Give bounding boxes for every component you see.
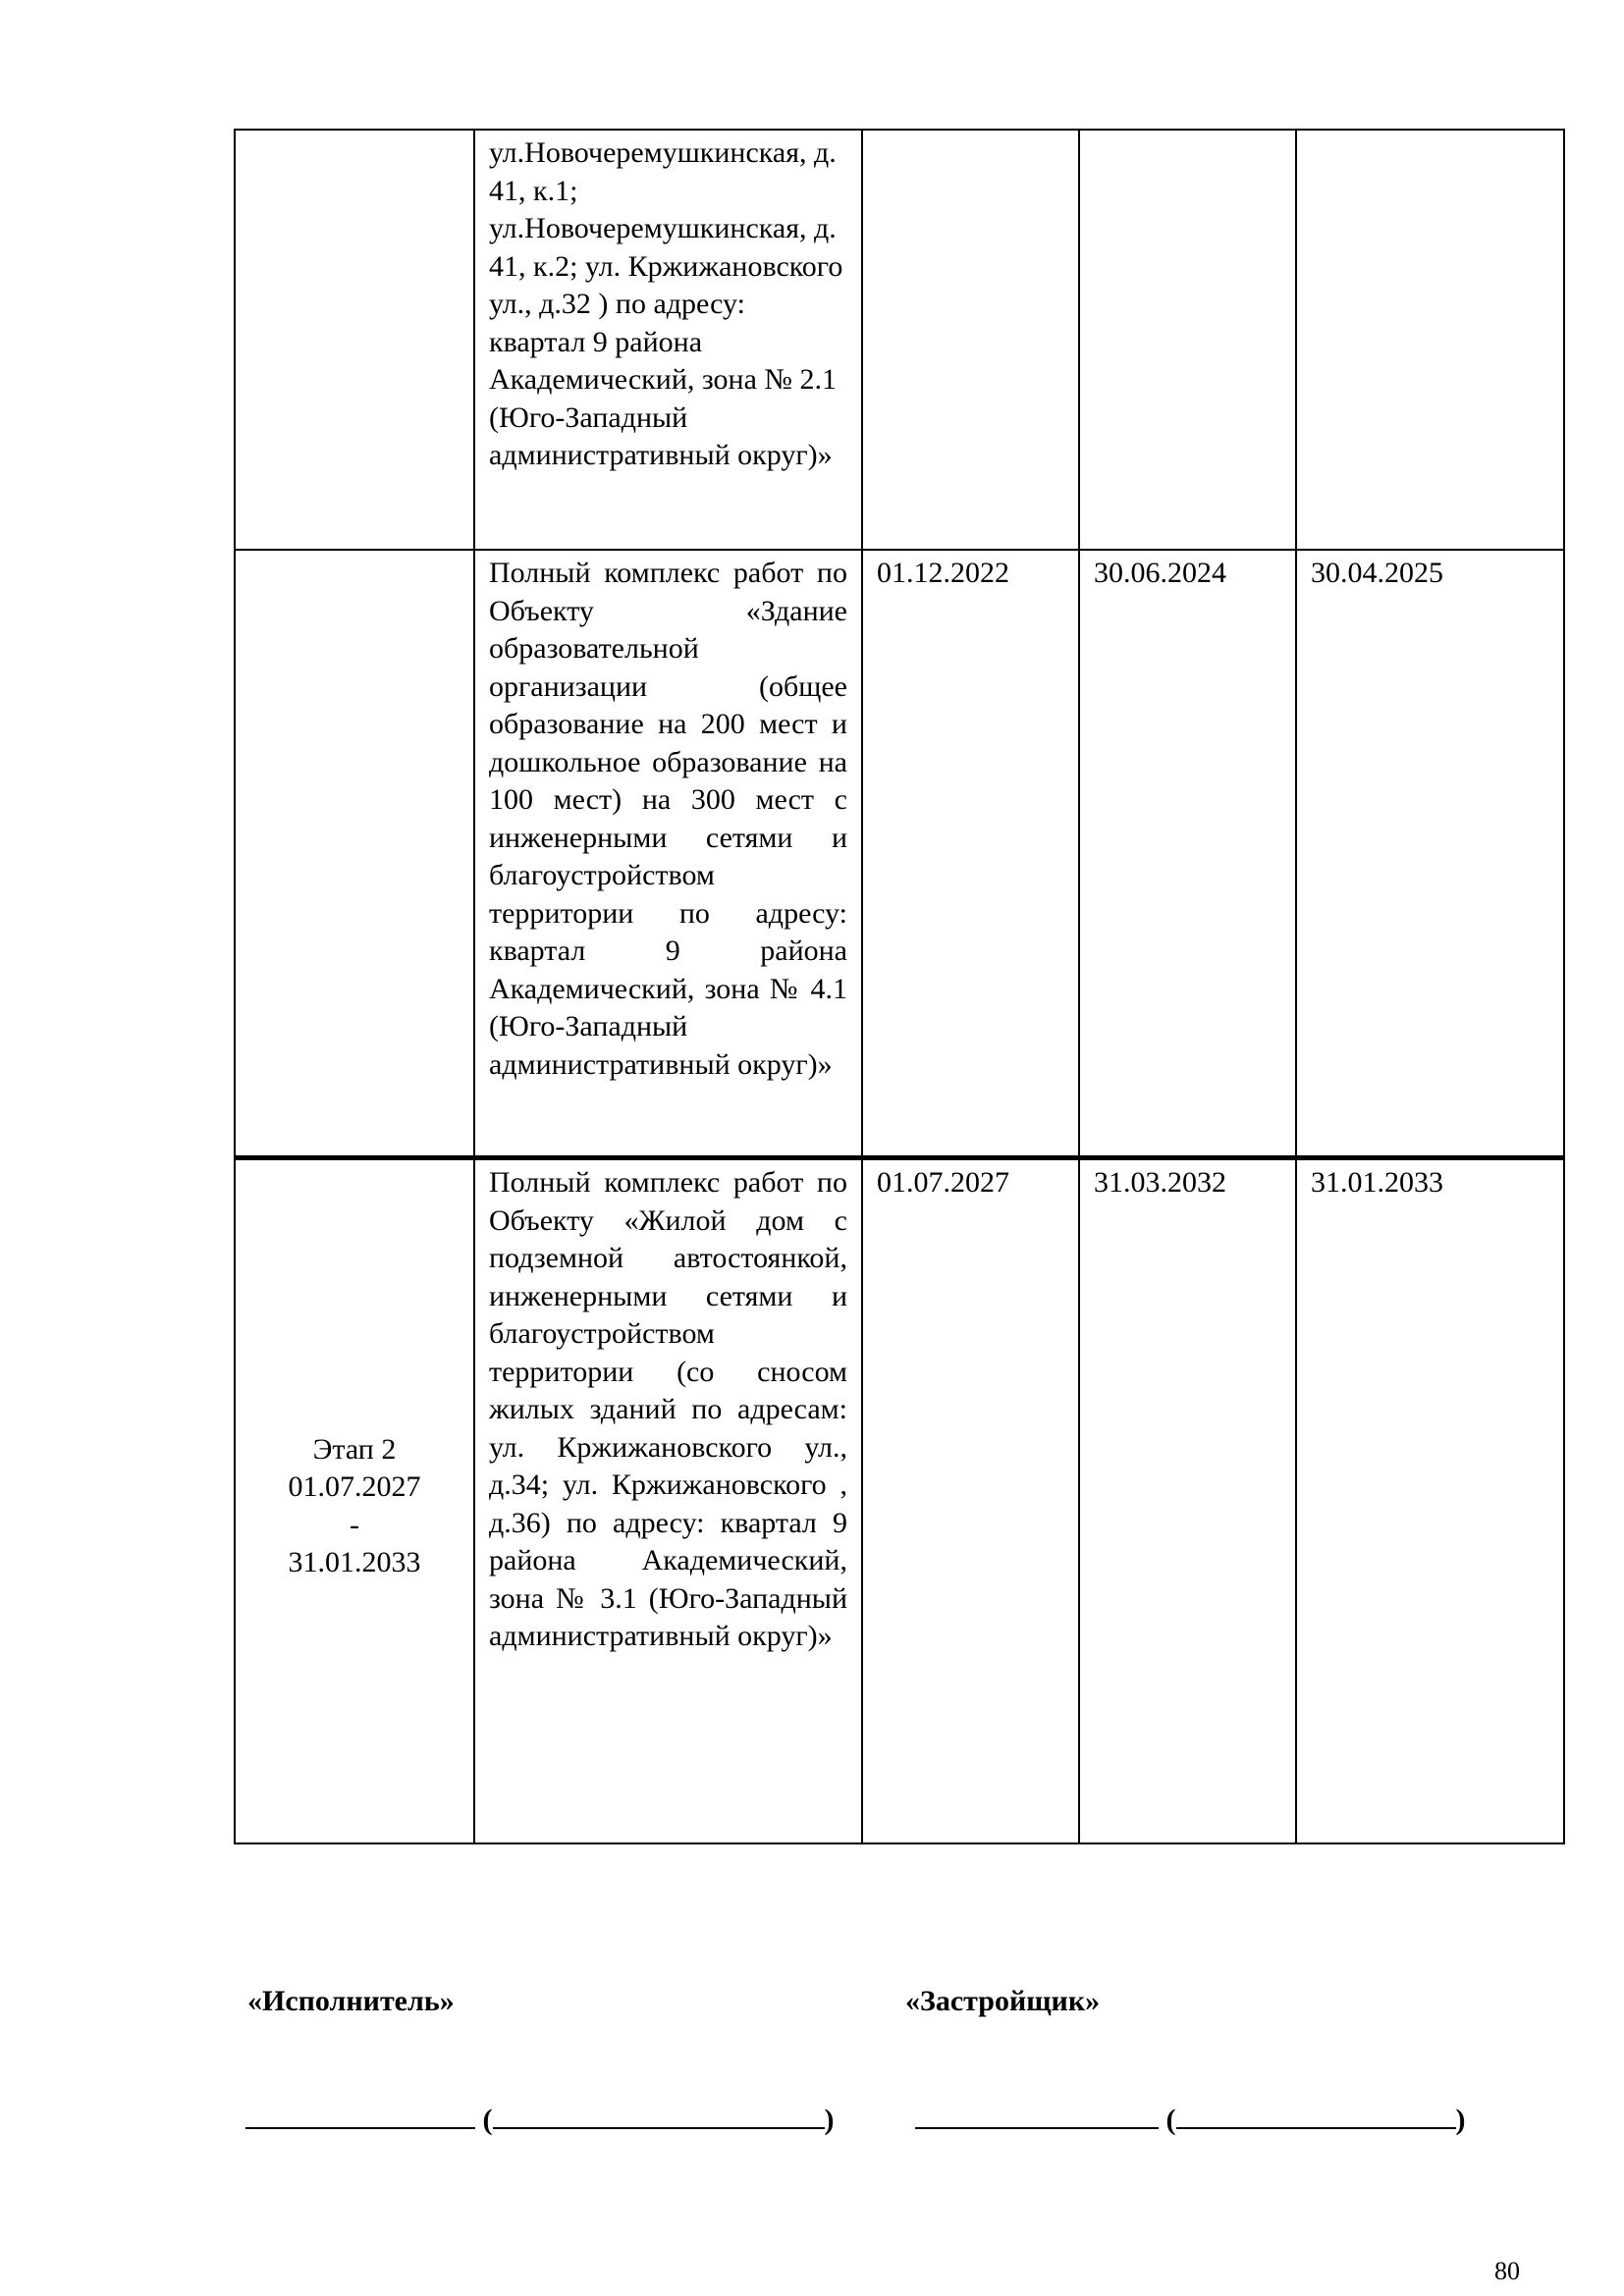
stage-cell: [235, 130, 474, 550]
signature-blank: [915, 2098, 1159, 2129]
table-row: [235, 550, 1564, 1158]
name-blank: [493, 2098, 825, 2129]
stage-cell: [235, 1158, 474, 1844]
stage-title: Этап 2: [312, 1432, 397, 1466]
end-date-cell: [1296, 550, 1564, 1158]
end-date-cell: [1296, 1158, 1564, 1844]
page-number: 80: [1494, 2257, 1520, 2285]
schedule-table: [234, 129, 1565, 1844]
developer-label: «Застройщик»: [905, 1985, 1101, 2017]
end-date-cell: [1296, 130, 1564, 550]
start-date-cell: [862, 1158, 1079, 1844]
description-cell: [474, 550, 862, 1158]
description-cell: [474, 1158, 862, 1844]
stage-cell: [235, 550, 474, 1158]
table-row: [235, 130, 1564, 550]
mid-date: 31.03.2032: [1094, 1166, 1226, 1199]
object-description: Полный комплекс работ по Объекту «Жилой дом с подземной автостоянкой, инженерными сетями и благоустройством территории (со сносом жилых зданий по адресам: ул. Кржижановского ул., д.34; ул. Кржижановского , д.36) по адресу: квартал 9 района Академический, зона № 3.1 (Юго-Западный административный округ)»: [489, 1166, 847, 1652]
stage-end-date: 31.01.2033: [288, 1546, 421, 1578]
description-cell: [474, 130, 862, 550]
end-date: 31.01.2033: [1311, 1166, 1443, 1199]
mid-date: 30.06.2024: [1094, 557, 1226, 589]
developer-signature-line: ( ): [915, 2098, 1466, 2137]
name-blank: [1176, 2098, 1456, 2129]
stage-start-date: 01.07.2027: [288, 1470, 421, 1503]
end-date: 30.04.2025: [1311, 557, 1443, 589]
start-date: 01.07.2027: [877, 1166, 1009, 1199]
mid-date-cell: [1079, 130, 1296, 550]
start-date: 01.12.2022: [877, 557, 1009, 589]
signature-blank: [245, 2098, 475, 2129]
start-date-cell: [862, 130, 1079, 550]
mid-date-cell: [1079, 550, 1296, 1158]
executor-signature-line: ( ): [245, 2098, 835, 2137]
table-row: [235, 1158, 1564, 1844]
executor-label: «Исполнитель»: [247, 1985, 455, 2017]
mid-date-cell: [1079, 1158, 1296, 1844]
stage-separator: -: [350, 1508, 359, 1541]
object-description: Полный комплекс работ по Объекту «Здание образовательной организации (общее образование на 200 мест и дошкольное образование на 100 мест) на 300 мест с инженерными сетями и благоустройством территории по адресу: квартал 9 района Академический, зона № 4.1 (Юго-Западный административный округ)»: [489, 557, 847, 1081]
start-date-cell: [862, 550, 1079, 1158]
object-description: ул.Новочеремушкинская, д. 41, к.1; ул.Новочеремушкинская, д. 41, к.2; ул. Кржижановского ул., д.32 ) по адресу: квартал 9 района Академический, зона № 2.1 (Юго-Западный административный округ)»: [489, 136, 843, 471]
